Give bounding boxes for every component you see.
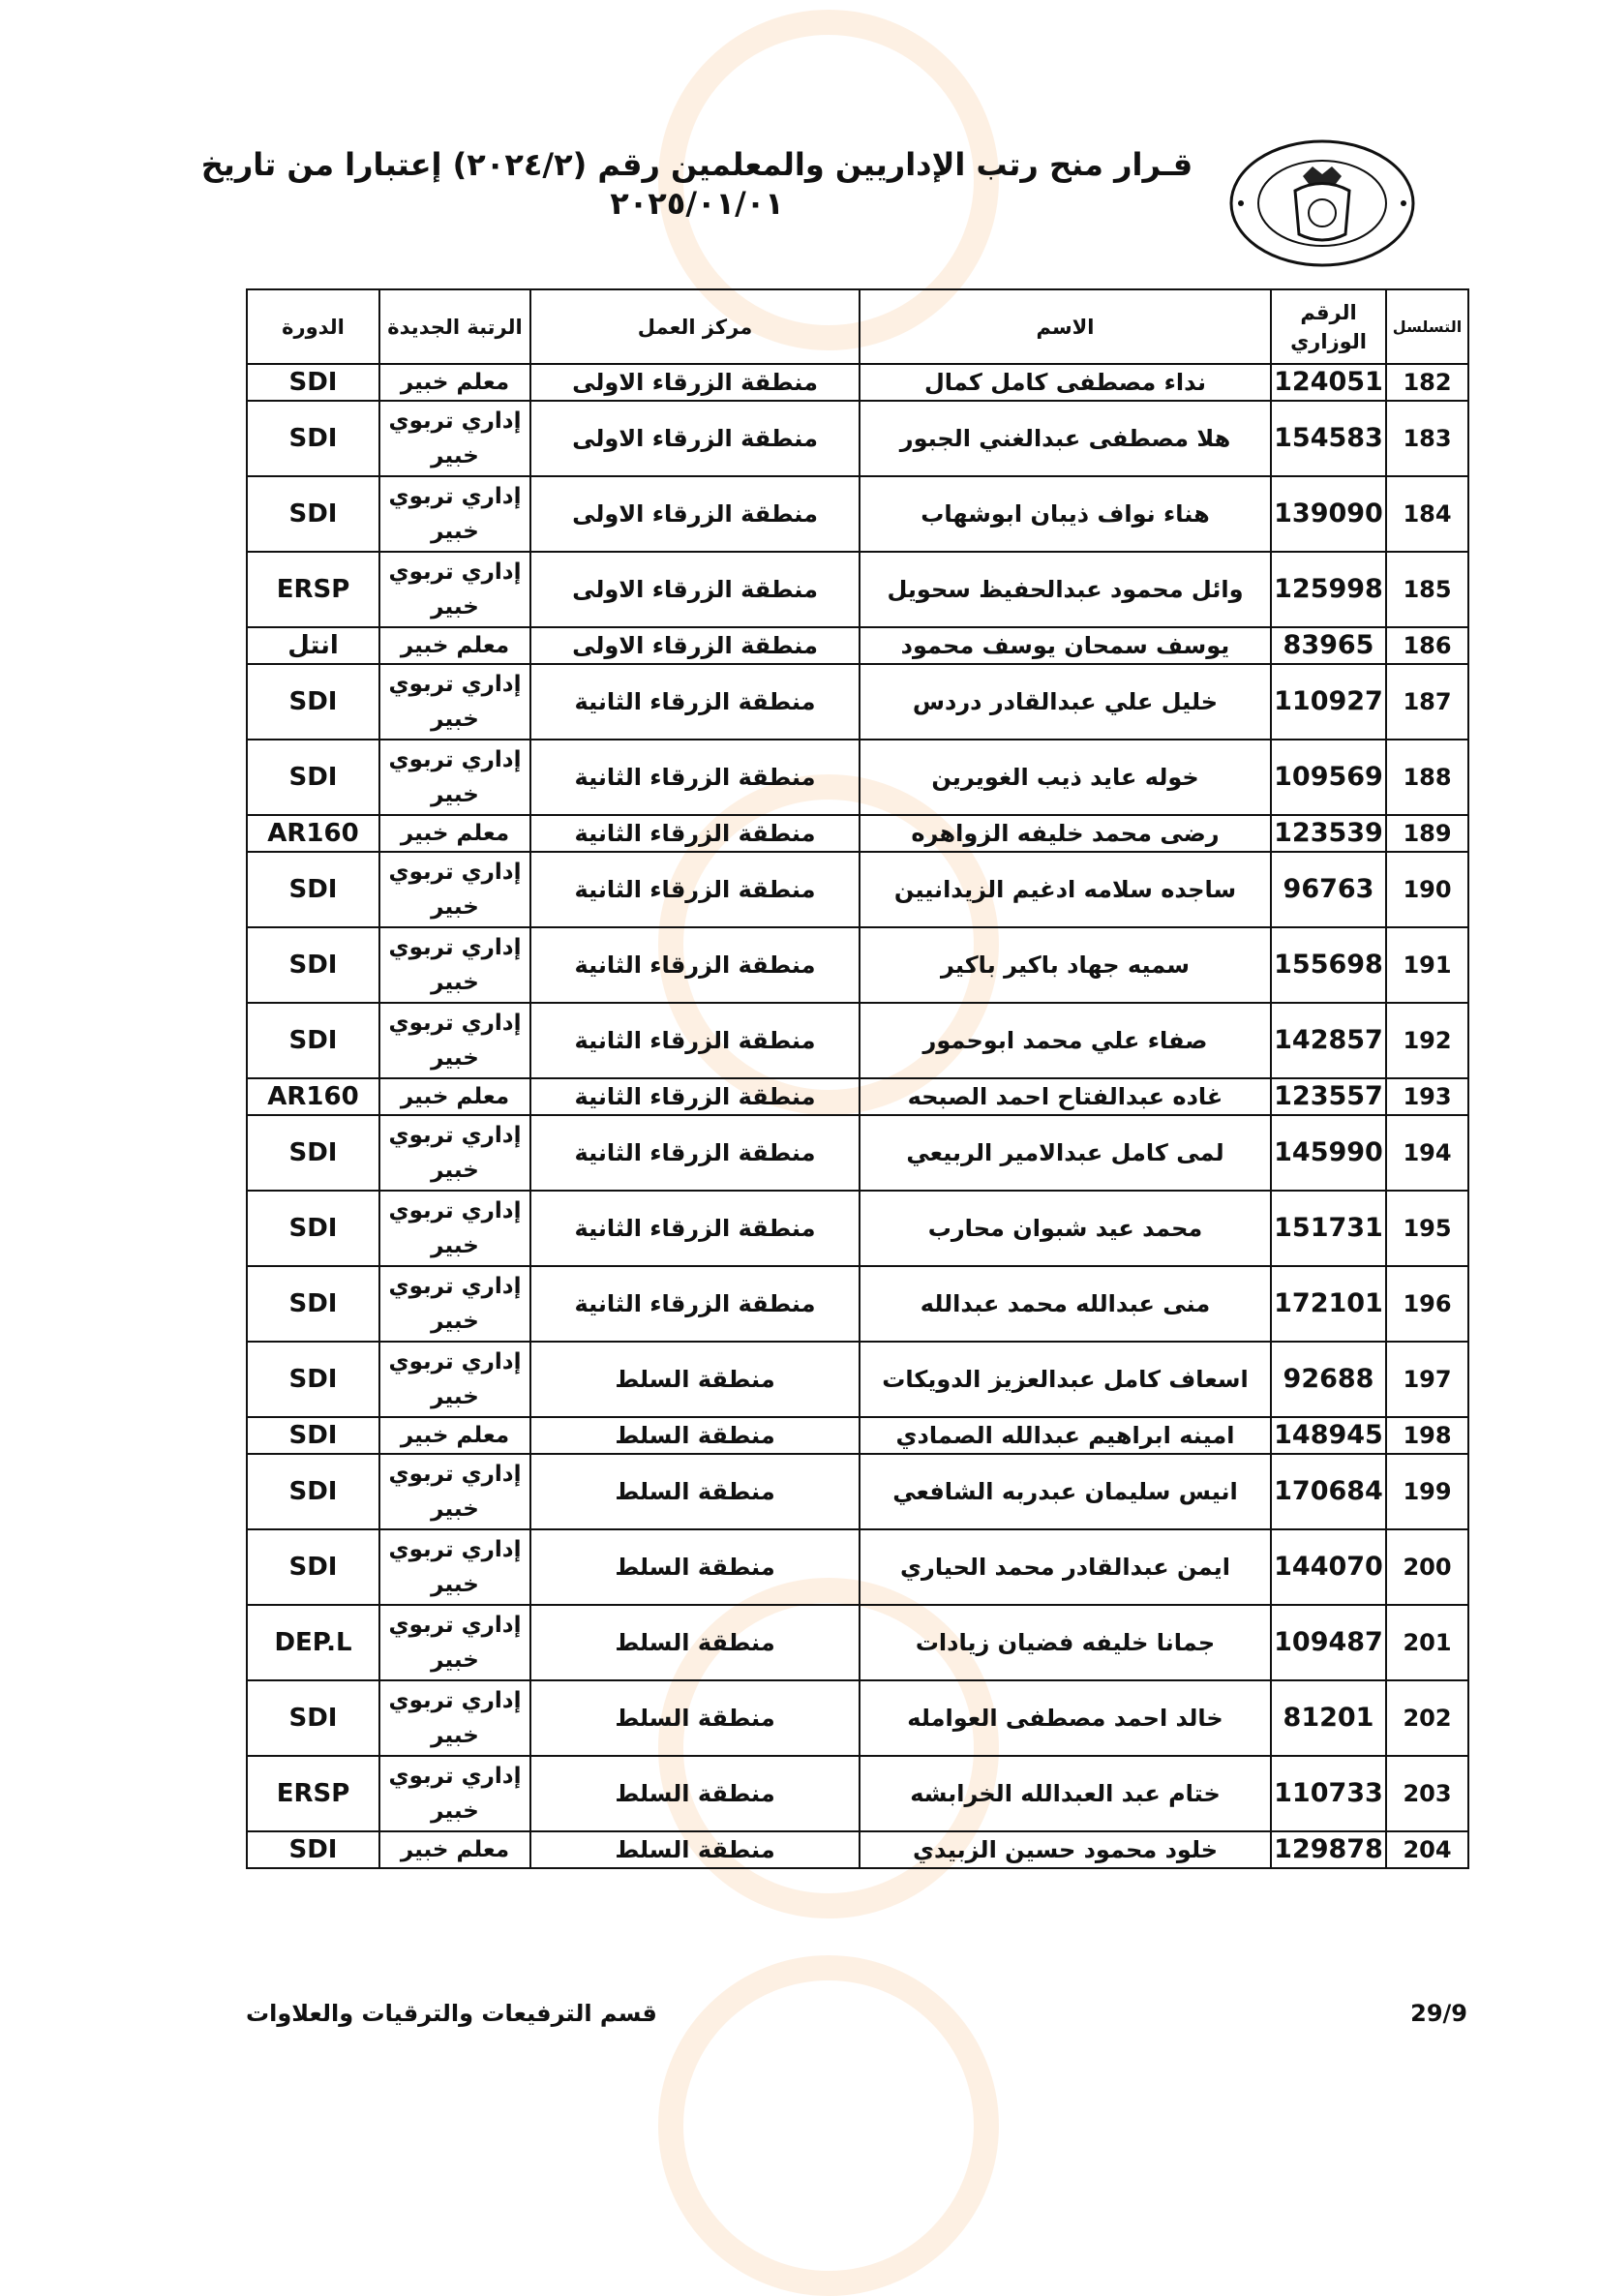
cell-new-rank xyxy=(379,927,530,1003)
cell-new-rank xyxy=(379,664,530,740)
cell-work-center: منطقة الزرقاء الثانية xyxy=(530,1003,860,1078)
table-row xyxy=(247,1003,1468,1078)
table-row xyxy=(247,1266,1468,1342)
cell-work-center: منطقة الزرقاء الثانية xyxy=(530,1266,860,1342)
cell-seq: 196 xyxy=(1386,1266,1468,1342)
cell-name: جمانا خليفه فضيان زيادات xyxy=(860,1605,1271,1680)
rank-line: إداري تربوي xyxy=(388,672,522,697)
cell-course: SDI xyxy=(247,476,379,552)
column-header-new-rank: الرتبة الجديدة xyxy=(379,289,530,364)
cell-course: SDI xyxy=(247,1342,379,1417)
cell-course: SDI xyxy=(247,740,379,815)
cell-course: SDI xyxy=(247,1417,379,1454)
cell-name: خليل علي عبدالقادر دردس xyxy=(860,664,1271,740)
cell-name: امينه ابراهيم عبدالله الصمادي xyxy=(860,1417,1271,1454)
rank-line: خبير xyxy=(431,1798,479,1824)
cell-new-rank xyxy=(379,815,530,852)
cell-course: ERSP xyxy=(247,552,379,627)
cell-seq: 194 xyxy=(1386,1115,1468,1191)
cell-ministry-id: 144070 xyxy=(1271,1529,1386,1605)
cell-name: منى عبدالله محمد عبدالله xyxy=(860,1266,1271,1342)
cell-seq: 200 xyxy=(1386,1529,1468,1605)
cell-seq: 187 xyxy=(1386,664,1468,740)
rank-line: إداري تربوي xyxy=(388,747,522,772)
cell-work-center: منطقة الزرقاء الثانية xyxy=(530,664,860,740)
footer xyxy=(246,2000,1467,2027)
cell-new-rank xyxy=(379,852,530,927)
cell-course: SDI xyxy=(247,1191,379,1266)
cell-ministry-id: 123539 xyxy=(1271,815,1386,852)
cell-name: خالد احمد مصطفى العوامله xyxy=(860,1680,1271,1756)
table-row xyxy=(247,852,1468,927)
cell-work-center: منطقة الزرقاء الثانية xyxy=(530,1191,860,1266)
cell-new-rank xyxy=(379,552,530,627)
table-row xyxy=(247,1115,1468,1191)
cell-new-rank xyxy=(379,1680,530,1756)
cell-ministry-id: 170684 xyxy=(1271,1454,1386,1529)
cell-seq: 199 xyxy=(1386,1454,1468,1529)
cell-new-rank xyxy=(379,1003,530,1078)
cell-course: SDI xyxy=(247,664,379,740)
cell-ministry-id: 139090 xyxy=(1271,476,1386,552)
cell-name: يوسف سمحان يوسف محمود xyxy=(860,627,1271,664)
cell-seq: 197 xyxy=(1386,1342,1468,1417)
cell-work-center: منطقة السلط xyxy=(530,1831,860,1868)
table-row xyxy=(247,1680,1468,1756)
cell-ministry-id: 92688 xyxy=(1271,1342,1386,1417)
cell-seq: 189 xyxy=(1386,815,1468,852)
rank-line: إداري تربوي xyxy=(388,1198,522,1224)
cell-course: AR160 xyxy=(247,815,379,852)
cell-new-rank xyxy=(379,1115,530,1191)
cell-name: صفاء علي محمد ابوحمور xyxy=(860,1003,1271,1078)
cell-work-center: منطقة الزرقاء الاولى xyxy=(530,627,860,664)
rank-line: خبير xyxy=(431,707,479,732)
cell-work-center: منطقة السلط xyxy=(530,1605,860,1680)
rank-line: خبير xyxy=(431,1496,479,1522)
cell-ministry-id: 155698 xyxy=(1271,927,1386,1003)
table-row xyxy=(247,1454,1468,1529)
cell-work-center: منطقة الزرقاء الثانية xyxy=(530,1078,860,1115)
cell-new-rank xyxy=(379,1078,530,1115)
rank-line: خبير xyxy=(431,519,479,544)
cell-seq: 193 xyxy=(1386,1078,1468,1115)
cell-name: هلا مصطفى عبدالغني الجبور xyxy=(860,401,1271,476)
cell-new-rank xyxy=(379,364,530,401)
column-header-work-center: مركز العمل xyxy=(530,289,860,364)
rank-line: خبير xyxy=(431,1723,479,1748)
cell-name: ساجده سلامه ادغيم الزيدانيين xyxy=(860,852,1271,927)
rank-line: إداري تربوي xyxy=(388,1613,522,1638)
cell-ministry-id: 83965 xyxy=(1271,627,1386,664)
cell-name: خوله عايد ذيب الغويرين xyxy=(860,740,1271,815)
table-row xyxy=(247,1191,1468,1266)
cell-ministry-id: 129878 xyxy=(1271,1831,1386,1868)
table-row xyxy=(247,927,1468,1003)
cell-seq: 188 xyxy=(1386,740,1468,815)
cell-seq: 203 xyxy=(1386,1756,1468,1831)
cell-course: SDI xyxy=(247,1680,379,1756)
table-row xyxy=(247,401,1468,476)
cell-work-center: منطقة الزرقاء الثانية xyxy=(530,740,860,815)
rank-line: إداري تربوي xyxy=(388,1274,522,1299)
cell-name: ختام عبد العبدالله الخرابشه xyxy=(860,1756,1271,1831)
cell-work-center: منطقة الزرقاء الثانية xyxy=(530,927,860,1003)
cell-seq: 185 xyxy=(1386,552,1468,627)
cell-new-rank xyxy=(379,1191,530,1266)
cell-ministry-id: 148945 xyxy=(1271,1417,1386,1454)
cell-course: انتل xyxy=(247,627,379,664)
cell-seq: 195 xyxy=(1386,1191,1468,1266)
cell-new-rank xyxy=(379,1266,530,1342)
table-row xyxy=(247,1831,1468,1868)
cell-new-rank xyxy=(379,1342,530,1417)
cell-work-center: منطقة السلط xyxy=(530,1680,860,1756)
column-header-seq: التسلسل xyxy=(1386,289,1468,364)
content-area xyxy=(246,288,1467,2027)
rank-line: خبير xyxy=(431,1045,479,1071)
cell-new-rank xyxy=(379,1831,530,1868)
cell-course: SDI xyxy=(247,1529,379,1605)
cell-work-center: منطقة الزرقاء الثانية xyxy=(530,1115,860,1191)
cell-name: رضى محمد خليفه الزواهره xyxy=(860,815,1271,852)
cell-course: AR160 xyxy=(247,1078,379,1115)
cell-work-center: منطقة الزرقاء الاولى xyxy=(530,364,860,401)
rank-line: إداري تربوي xyxy=(388,1123,522,1148)
cell-new-rank xyxy=(379,1605,530,1680)
rank-line: إداري تربوي xyxy=(388,1349,522,1375)
cell-seq: 182 xyxy=(1386,364,1468,401)
rank-line: معلم خبير xyxy=(400,1084,510,1109)
footer-department: قسم الترفيعات والترقيات والعلاوات xyxy=(246,2000,657,2027)
table-row xyxy=(247,552,1468,627)
cell-course: SDI xyxy=(247,401,379,476)
cell-name: سميه جهاد باكير باكير xyxy=(860,927,1271,1003)
rank-line: إداري تربوي xyxy=(388,484,522,509)
document-date: ٢٠٢٥/٠١/٠١ xyxy=(610,185,784,222)
column-header-course: الدورة xyxy=(247,289,379,364)
rank-line: خبير xyxy=(431,1158,479,1183)
cell-course: SDI xyxy=(247,1831,379,1868)
cell-course: SDI xyxy=(247,927,379,1003)
table-row xyxy=(247,1342,1468,1417)
cell-seq: 186 xyxy=(1386,627,1468,664)
cell-work-center: منطقة السلط xyxy=(530,1417,860,1454)
cell-name: ايمن عبدالقادر محمد الحياري xyxy=(860,1529,1271,1605)
table-row xyxy=(247,476,1468,552)
cell-seq: 202 xyxy=(1386,1680,1468,1756)
cell-seq: 184 xyxy=(1386,476,1468,552)
rank-line: معلم خبير xyxy=(400,1837,510,1862)
rank-line: خبير xyxy=(431,970,479,995)
rank-line: إداري تربوي xyxy=(388,559,522,585)
cell-course: SDI xyxy=(247,364,379,401)
cell-course: SDI xyxy=(247,1266,379,1342)
rank-line: خبير xyxy=(431,443,479,468)
cell-course: SDI xyxy=(247,1454,379,1529)
cell-name: انيس سليمان عبدربه الشافعي xyxy=(860,1454,1271,1529)
rank-line: خبير xyxy=(431,1384,479,1409)
cell-new-rank xyxy=(379,740,530,815)
cell-seq: 204 xyxy=(1386,1831,1468,1868)
cell-ministry-id: 96763 xyxy=(1271,852,1386,927)
cell-ministry-id: 109487 xyxy=(1271,1605,1386,1680)
cell-seq: 190 xyxy=(1386,852,1468,927)
cell-ministry-id: 151731 xyxy=(1271,1191,1386,1266)
rank-line: خبير xyxy=(431,1309,479,1334)
table-row xyxy=(247,1417,1468,1454)
table-row xyxy=(247,627,1468,664)
cell-work-center: منطقة الزرقاء الاولى xyxy=(530,476,860,552)
rank-line: معلم خبير xyxy=(400,1423,510,1448)
cell-course: SDI xyxy=(247,852,379,927)
cell-name: غاده عبدالفتاح احمد الصبحه xyxy=(860,1078,1271,1115)
page-number: 29/9 xyxy=(1410,2000,1467,2027)
cell-ministry-id: 124051 xyxy=(1271,364,1386,401)
cell-ministry-id: 123557 xyxy=(1271,1078,1386,1115)
cell-work-center: منطقة السلط xyxy=(530,1756,860,1831)
rank-line: خبير xyxy=(431,1233,479,1258)
table-row xyxy=(247,1078,1468,1115)
cell-ministry-id: 81201 xyxy=(1271,1680,1386,1756)
cell-work-center: منطقة السلط xyxy=(530,1529,860,1605)
rank-line: إداري تربوي xyxy=(388,860,522,885)
rank-line: إداري تربوي xyxy=(388,408,522,434)
cell-course: SDI xyxy=(247,1115,379,1191)
cell-ministry-id: 145990 xyxy=(1271,1115,1386,1191)
cell-new-rank xyxy=(379,1756,530,1831)
cell-ministry-id: 109569 xyxy=(1271,740,1386,815)
cell-seq: 191 xyxy=(1386,927,1468,1003)
cell-work-center: منطقة الزرقاء الاولى xyxy=(530,552,860,627)
title-block xyxy=(174,145,1220,223)
rank-line: خبير xyxy=(431,1572,479,1597)
table-row xyxy=(247,1529,1468,1605)
cell-ministry-id: 172101 xyxy=(1271,1266,1386,1342)
column-header-ministry-id: الرقم الوزاري xyxy=(1271,289,1386,364)
cell-course: SDI xyxy=(247,1003,379,1078)
rank-line: معلم خبير xyxy=(400,633,510,658)
rank-line: معلم خبير xyxy=(400,370,510,395)
rank-line: معلم خبير xyxy=(400,821,510,846)
table-row xyxy=(247,1756,1468,1831)
cell-course: ERSP xyxy=(247,1756,379,1831)
rank-line: إداري تربوي xyxy=(388,935,522,960)
promotions-table xyxy=(246,288,1469,1869)
rank-line: خبير xyxy=(431,594,479,619)
cell-name: وائل محمود عبدالحفيظ سحويل xyxy=(860,552,1271,627)
rank-line: إداري تربوي xyxy=(388,1462,522,1487)
cell-work-center: منطقة السلط xyxy=(530,1454,860,1529)
cell-seq: 198 xyxy=(1386,1417,1468,1454)
cell-new-rank xyxy=(379,1417,530,1454)
table-row xyxy=(247,815,1468,852)
rank-line: إداري تربوي xyxy=(388,1011,522,1036)
rank-line: خبير xyxy=(431,894,479,920)
cell-ministry-id: 110733 xyxy=(1271,1756,1386,1831)
cell-work-center: منطقة السلط xyxy=(530,1342,860,1417)
rank-line: خبير xyxy=(431,1647,479,1673)
cell-ministry-id: 125998 xyxy=(1271,552,1386,627)
cell-name: نداء مصطفى كامل كمال xyxy=(860,364,1271,401)
cell-new-rank xyxy=(379,1529,530,1605)
cell-name: محمد عيد شبوان محارب xyxy=(860,1191,1271,1266)
cell-name: خلود محمود حسين الزبيدي xyxy=(860,1831,1271,1868)
cell-name: اسعاف كامل عبدالعزيز الدويكات xyxy=(860,1342,1271,1417)
cell-seq: 183 xyxy=(1386,401,1468,476)
column-header-name: الاسم xyxy=(860,289,1271,364)
cell-seq: 201 xyxy=(1386,1605,1468,1680)
cell-new-rank xyxy=(379,1454,530,1529)
cell-new-rank xyxy=(379,476,530,552)
cell-new-rank xyxy=(379,401,530,476)
table-header-row xyxy=(247,289,1468,364)
cell-name: هناء نواف ذيبان ابوشهاب xyxy=(860,476,1271,552)
cell-name: لمى كامل عبدالامير الربيعي xyxy=(860,1115,1271,1191)
document-title: قـرار منح رتب الإداريين والمعلمين رقم (٢٠٢٤/٢) إعتبارا من تاريخ xyxy=(200,146,1193,183)
cell-work-center: منطقة الزرقاء الثانية xyxy=(530,852,860,927)
table-row xyxy=(247,664,1468,740)
rank-line: إداري تربوي xyxy=(388,1688,522,1713)
rank-line: إداري تربوي xyxy=(388,1764,522,1789)
cell-ministry-id: 154583 xyxy=(1271,401,1386,476)
table-row xyxy=(247,364,1468,401)
table-row xyxy=(247,740,1468,815)
rank-line: خبير xyxy=(431,782,479,807)
cell-course: DEP.L xyxy=(247,1605,379,1680)
ministry-seal xyxy=(1227,137,1417,269)
cell-seq: 192 xyxy=(1386,1003,1468,1078)
table-row xyxy=(247,1605,1468,1680)
cell-ministry-id: 142857 xyxy=(1271,1003,1386,1078)
cell-new-rank xyxy=(379,627,530,664)
rank-line: إداري تربوي xyxy=(388,1537,522,1562)
cell-work-center: منطقة الزرقاء الثانية xyxy=(530,815,860,852)
cell-ministry-id: 110927 xyxy=(1271,664,1386,740)
cell-work-center: منطقة الزرقاء الاولى xyxy=(530,401,860,476)
